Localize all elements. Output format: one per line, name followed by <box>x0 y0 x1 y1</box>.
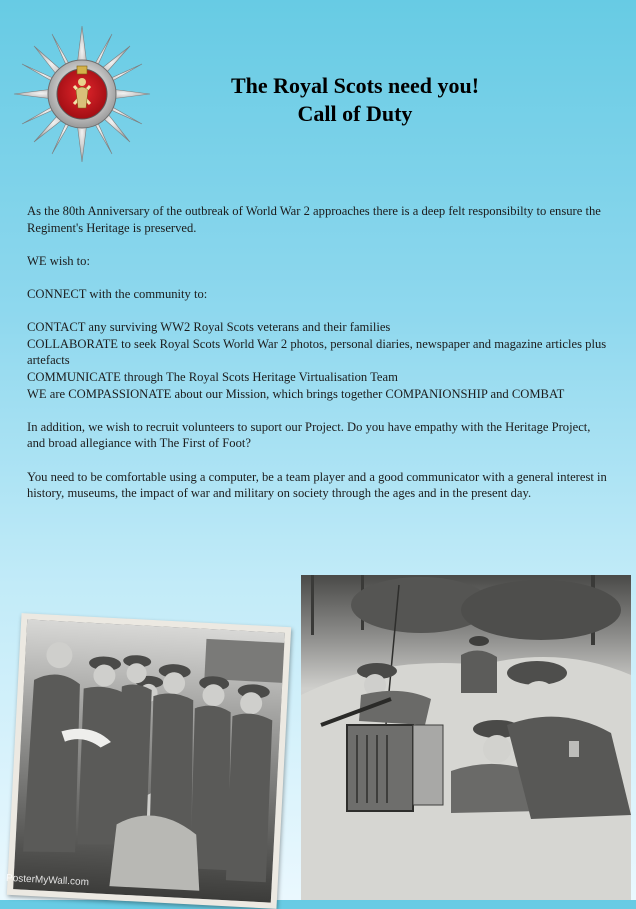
body-text <box>27 203 609 502</box>
connect-line: CONNECT with the community to: <box>27 286 208 301</box>
royal-scots-cap-badge-icon <box>12 24 152 164</box>
contact-line: CONTACT any surviving WW2 Royal Scots veterans and their families <box>27 320 391 335</box>
soldiers-group-photo <box>7 613 291 909</box>
soldiers-radio-photo <box>301 575 631 900</box>
communicate-line: COMMUNICATE through The Royal Scots Heritage Virtualisation Team <box>27 369 398 384</box>
requirements-paragraph: You need to be comfortable using a computer, be a team player and a good communicator with a general interest in history, museums, the impact of war and military on society through the ages and in the present day. <box>27 469 607 501</box>
soldiers-radio-image <box>301 575 631 900</box>
collaborate-line: COLLABORATE to seek Royal Scots World War 2 photos, personal diaries, newspaper and magazine articles plus artefacts <box>27 336 607 368</box>
soldiers-group-image <box>13 619 285 902</box>
volunteers-paragraph: In addition, we wish to recruit volunteers to suport our Project. Do you have empathy with the Heritage Project, and broad allegiance with The First of Foot? <box>27 419 591 451</box>
title-line-2: Call of Duty <box>297 101 413 126</box>
compassionate-line: WE are COMPASSIONATE about our Mission, which brings together COMPANIONSHIP and COMBAT <box>27 386 565 401</box>
postermywall-watermark: PosterMyWall.com <box>5 872 90 889</box>
royal-scots-badge <box>12 24 152 164</box>
intro-paragraph: As the 80th Anniversary of the outbreak of World War 2 approaches there is a deep felt responsibilty to ensure the Regiment's Heritage is preserved. <box>27 204 601 235</box>
poster-title <box>190 72 520 128</box>
we-wish-line: WE wish to: <box>27 253 90 268</box>
title-line-1: The Royal Scots need you! <box>230 73 480 98</box>
